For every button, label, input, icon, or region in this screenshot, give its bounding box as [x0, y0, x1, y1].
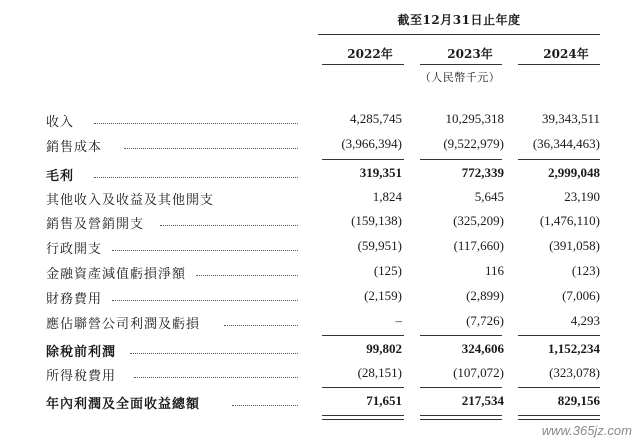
value-2024: 829,156: [557, 393, 600, 408]
year-rule: [322, 64, 404, 65]
table-row: [0, 186, 640, 210]
row-label: 銷售及營銷開支: [46, 217, 145, 232]
value-2023: 116: [484, 263, 504, 278]
value-2023: (9,522,979): [443, 136, 504, 151]
value-2022: –: [395, 313, 402, 328]
value-2024: (391,058): [549, 238, 600, 253]
leader-dots: [224, 325, 298, 327]
value-2023: 772,339: [461, 165, 504, 180]
value-2023: 324,606: [461, 341, 504, 356]
row-label: 收入: [46, 115, 75, 130]
row-label: 應佔聯營公司利潤及虧損: [46, 317, 201, 332]
value-2023: (117,660): [453, 238, 504, 253]
value-2024: (36,344,463): [532, 136, 600, 151]
row-label: 所得稅費用: [46, 369, 117, 384]
table-row: [0, 390, 640, 414]
subtotal-rule: [518, 387, 600, 388]
leader-dots: [196, 275, 298, 277]
year-rule: [420, 64, 502, 65]
value-2022: (3,966,394): [341, 136, 402, 151]
year-2022-header: 2022年: [347, 47, 393, 61]
row-label: 年內利潤及全面收益總額: [46, 397, 201, 412]
table-row: [0, 210, 640, 234]
row-label: 其他收入及收益及其他開支: [46, 193, 215, 208]
value-2022: (59,951): [357, 238, 402, 253]
table-row: [0, 133, 640, 157]
subtotal-rule: [518, 159, 600, 160]
table-row: [0, 285, 640, 309]
leader-dots: [130, 353, 298, 355]
total-double-rule: [420, 415, 502, 420]
value-2022: 71,651: [366, 393, 402, 408]
year-2023-header: 2023年: [447, 47, 493, 61]
row-label: 銷售成本: [46, 140, 103, 155]
subtotal-rule: [420, 387, 502, 388]
table-row: [0, 310, 640, 334]
leader-dots: [124, 148, 298, 150]
table-row: [0, 260, 640, 284]
total-double-rule: [322, 415, 404, 420]
value-2023: (2,899): [466, 288, 504, 303]
row-label: 財務費用: [46, 292, 103, 307]
value-2024: (323,078): [549, 365, 600, 380]
row-label: 金融資產減值虧損淨額: [46, 267, 187, 282]
value-2022: (28,151): [357, 365, 402, 380]
table-row: [0, 162, 640, 186]
unit-label: （人民幣千元）: [419, 71, 501, 84]
subtotal-rule: [420, 159, 502, 160]
value-2024: (1,476,110): [539, 213, 600, 228]
value-2023: 5,645: [474, 189, 504, 204]
value-2024: (123): [571, 263, 600, 278]
value-2024: 1,152,234: [548, 341, 600, 356]
row-label: 行政開支: [46, 242, 103, 257]
subtotal-rule: [322, 159, 404, 160]
period-rule: [318, 34, 600, 35]
value-2022: 319,351: [359, 165, 402, 180]
value-2024: (7,006): [562, 288, 600, 303]
table-row: [0, 362, 640, 386]
value-2023: 10,295,318: [445, 111, 504, 126]
subtotal-rule: [518, 335, 600, 336]
leader-dots: [134, 377, 298, 379]
subtotal-rule: [420, 335, 502, 336]
value-2024: 23,190: [564, 189, 600, 204]
value-2024: 39,343,511: [541, 111, 600, 126]
subtotal-rule: [322, 387, 404, 388]
watermark: www.365jz.com: [541, 423, 632, 438]
subtotal-rule: [322, 335, 404, 336]
value-2022: 4,285,745: [350, 111, 402, 126]
table-row: [0, 108, 640, 132]
value-2022: (2,159): [364, 288, 402, 303]
value-2023: (107,072): [453, 365, 504, 380]
year-2024-header: 2024年: [543, 47, 589, 61]
leader-dots: [94, 177, 298, 179]
value-2024: 2,999,048: [548, 165, 600, 180]
leader-dots: [112, 300, 298, 302]
value-2022: 1,824: [372, 189, 402, 204]
value-2023: (325,209): [453, 213, 504, 228]
value-2023: 217,534: [461, 393, 504, 408]
period-header: 截至12月31日止年度: [397, 13, 521, 27]
row-label: 毛利: [46, 169, 75, 184]
value-2022: (159,138): [351, 213, 402, 228]
value-2022: (125): [373, 263, 402, 278]
leader-dots: [232, 405, 298, 407]
row-label: 除稅前利潤: [46, 345, 117, 360]
total-double-rule: [518, 415, 600, 420]
leader-dots: [160, 225, 298, 227]
leader-dots: [94, 123, 298, 125]
value-2023: (7,726): [466, 313, 504, 328]
leader-dots: [112, 250, 298, 252]
table-row: [0, 338, 640, 362]
value-2024: 4,293: [570, 313, 600, 328]
year-rule: [518, 64, 600, 65]
value-2022: 99,802: [366, 341, 402, 356]
table-row: [0, 235, 640, 259]
